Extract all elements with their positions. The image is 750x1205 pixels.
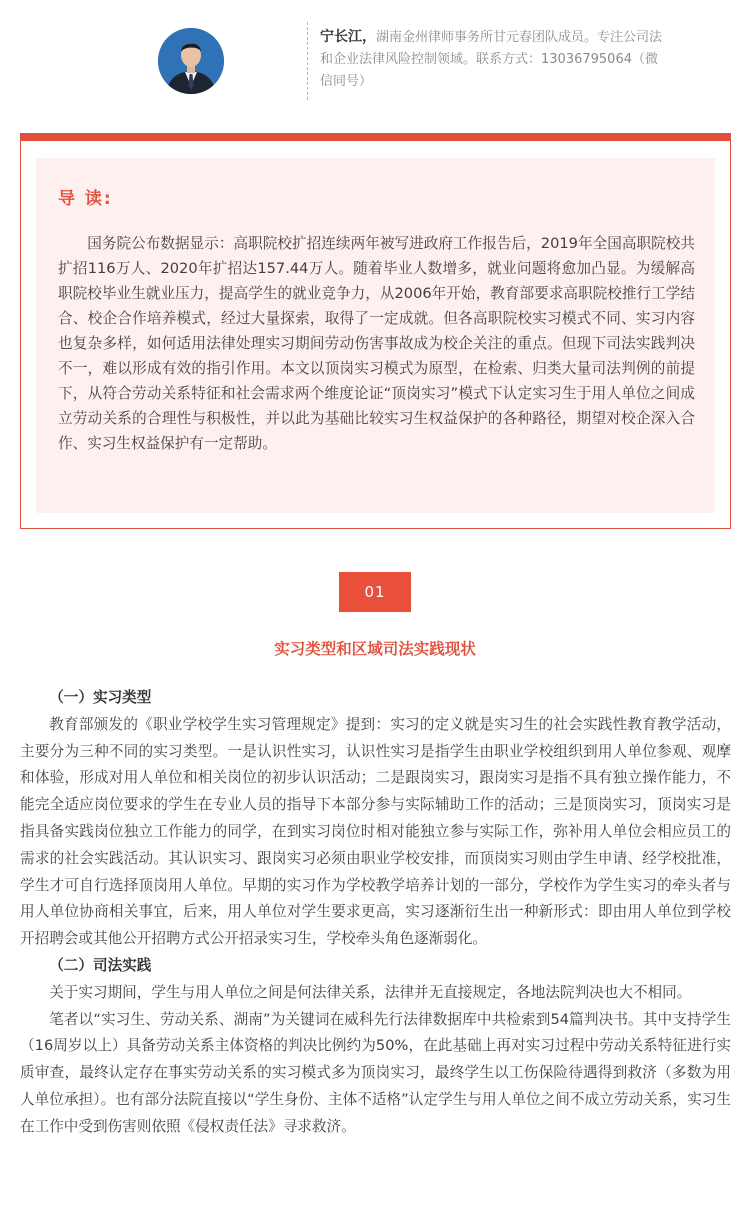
- author-bio: [320, 26, 670, 93]
- intro-title: 导 读:: [58, 189, 113, 209]
- subheading-judicial-practice: （二）司法实践: [49, 956, 152, 974]
- paragraph: 关于实习期间，学生与用人单位之间是何法律关系，法律并无直接规定，各地法院判决也大不相同。: [49, 983, 692, 1001]
- author-divider: [307, 22, 308, 100]
- subheading-internship-types: （一）实习类型: [49, 689, 152, 706]
- section-title: 实习类型和区域司法实践现状: [274, 640, 476, 658]
- intro-panel: [36, 158, 715, 513]
- paragraph: 笔者以“实习生、劳动关系、湖南”为关键词在威科先行法律数据库中共检索到54篇判决书。其中支持学生（16周岁以上）具备劳动关系主体资格的判决比例约为50%，在此基础上再对实习过程中劳动关系特征进行实质审查，最终认定存在事实劳动关系的实习模式多为顶岗实习，最终学生以工伤保险待遇得到救济（多数为用人单位承担）。也有部分法院直接以“学生身份、主体不适格”认定学生与用人单位之间不成立劳动关系，实习生在工作中受到伤害则依照《侵权责任法》寻求救济。: [20, 1010, 731, 1135]
- intro-box: [20, 133, 731, 529]
- avatar: [158, 28, 224, 94]
- author-description: 湖南金州律师事务所甘元春团队成员。专注公司法和企业法律风险控制领域。联系方式：13036795064（微信同号）: [320, 30, 663, 89]
- author-card: [0, 0, 750, 110]
- section-number-badge: 01: [339, 572, 411, 612]
- article-body: [20, 685, 731, 1141]
- intro-text: 国务院公布数据显示：高职院校扩招连续两年被写进政府工作报告后，2019年全国高职院校共扩招116万人、2020年扩招达157.44万人。随着毕业人数增多，就业问题将愈加凸显。为缓解高职院校毕业生就业压力，提高学生的就业竞争力，从2006年开始，教育部要求高职院校推行工学结合、校企合作培养模式，经过大量探索，取得了一定成就。但各高职院校实习模式不同、实习内容也复杂多样，如何适用法律处理实习期间劳动伤害事故成为校企关注的重点。但现下司法实践判决不一，难以形成有效的指引作用。本文以顶岗实习模式为原型，在检索、归类大量司法判例的前提下，从符合劳动关系特征和社会需求两个维度论证“顶岗实习”模式下认定实习生于用人单位之间成立劳动关系的合理性与积极性，并以此为基础比较实习生权益保护的各种路径，期望对校企深入合作、实习生权益保护有一定帮助。: [58, 235, 695, 452]
- paragraph: 教育部颁发的《职业学校学生实习管理规定》提到：实习的定义就是实习生的社会实践性教育教学活动，主要分为三种不同的实习类型。一是认识性实习，认识性实习是指学生由职业学校组织到用人单位参观、观摩和体验，形成对用人单位和相关岗位的初步认识活动；二是跟岗实习，跟岗实习是指不具有独立操作能力，不能完全适应岗位要求的学生在专业人员的指导下本部分参与实际辅助工作的活动；三是顶岗实习，顶岗实习是指具备实践岗位独立工作能力的同学，在到实习岗位时相对能独立参与实际工作，弥补用人单位会相应员工的需求的社会实践活动。其认识实习、跟岗实习必须由职业学校安排，而顶岗实习则由学生申请、经学校批准，学生才可自行选择顶岗用人单位。早期的实习作为学校教学培养计划的一部分，学校作为学生实习的牵头者与用人单位协商相关事宜，后来，用人单位对学生要求更高，实习逐渐衍生出一种新形式：即由用人单位到学校开招聘会或其他公开招聘方式公开招录实习生，学校牵头角色逐渐弱化。: [20, 715, 731, 948]
- author-name: 宁长江，: [320, 29, 376, 45]
